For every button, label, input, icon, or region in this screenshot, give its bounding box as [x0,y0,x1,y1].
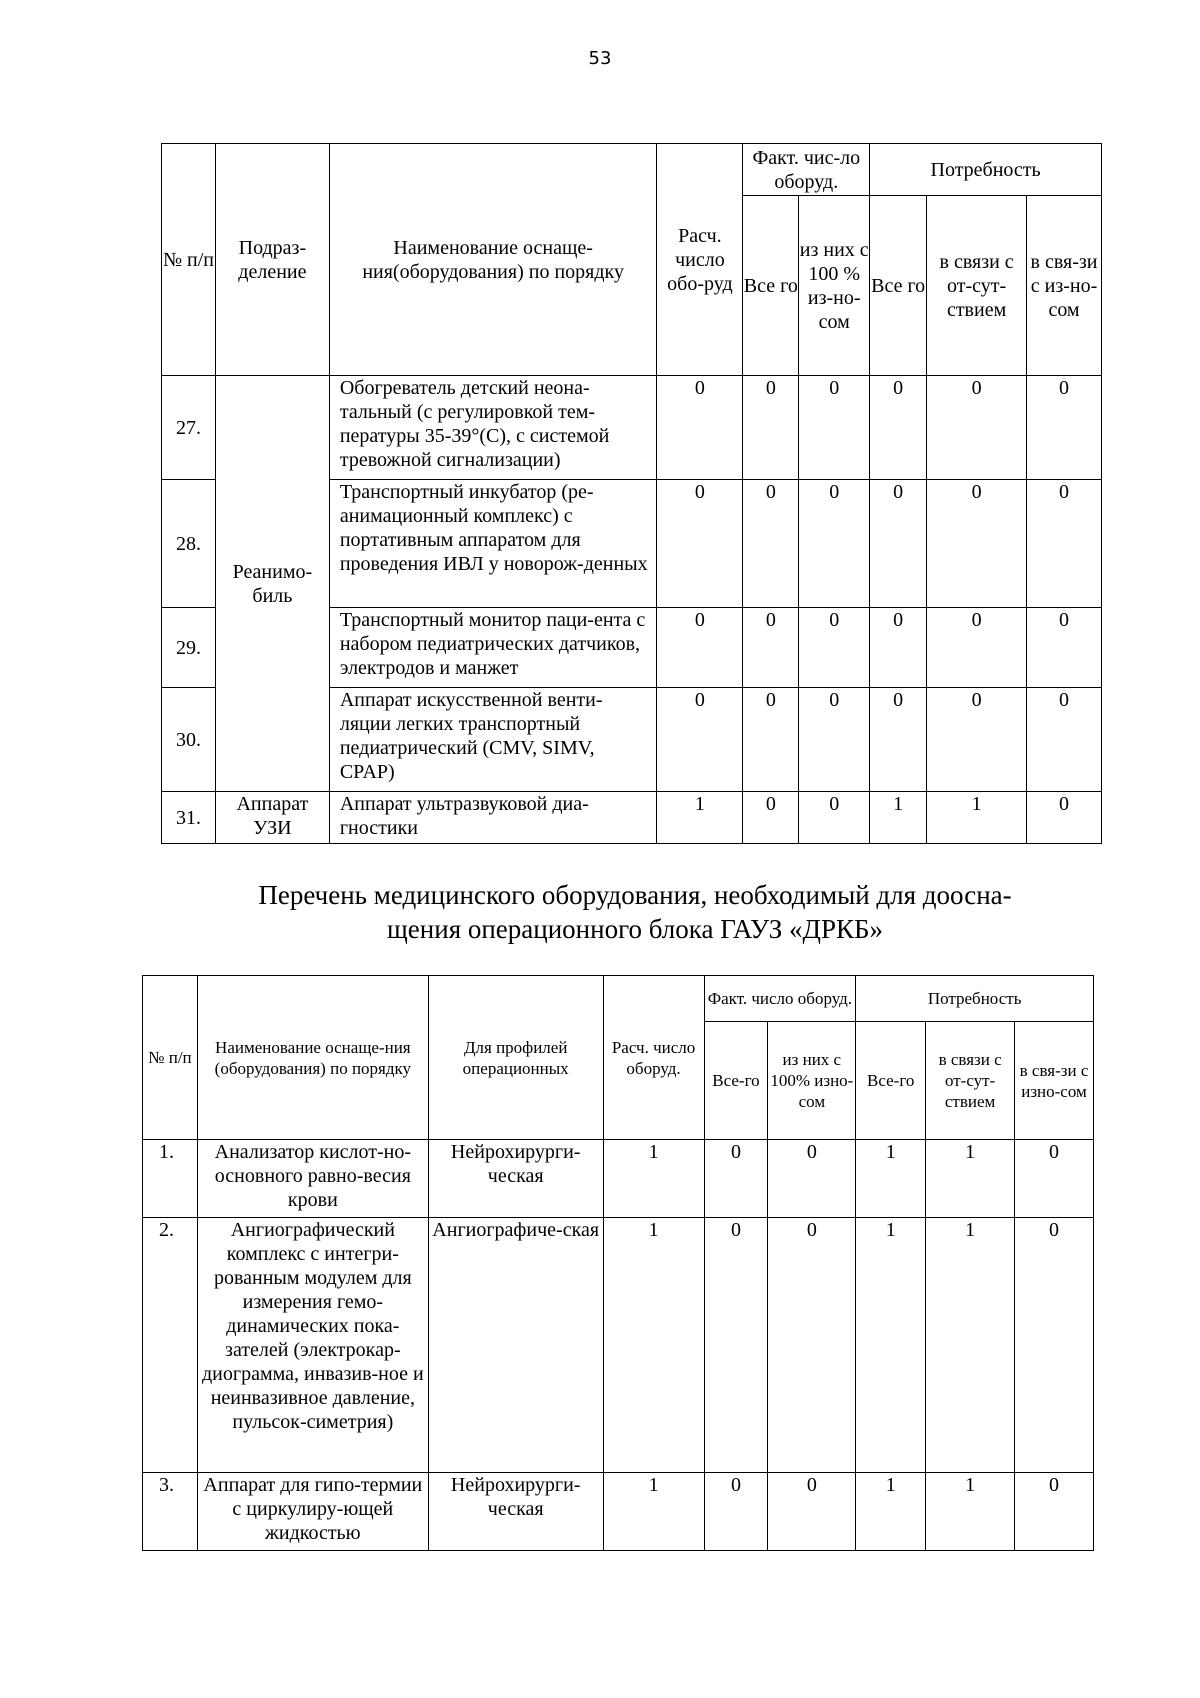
row-fact-worn: 0 [768,1140,856,1218]
row-need-total: 1 [870,792,927,844]
row-need-wear: 0 [1015,1473,1094,1551]
row-name: Аппарат для гипо-термии с циркулиру-ющей жидкостью [197,1473,428,1551]
row-num: 28. [162,480,216,608]
header-calc: Расч. число обо-руд [657,144,743,376]
row-num: 27. [162,376,216,480]
header-need-absence: в связи с от-сут-ствием [927,196,1027,376]
row-name: Анализатор кислот-но-основного равно-весия крови [197,1140,428,1218]
row-num: 1. [143,1140,198,1218]
row-need-wear: 0 [1027,480,1102,608]
row-num: 29. [162,608,216,688]
header-fact-worn: из них с 100% изно-сом [768,1022,856,1140]
table-row [162,376,1102,480]
equipment-table-reanimobile [161,143,1102,844]
row-need-total: 0 [870,608,927,688]
row-fact-worn: 0 [799,480,870,608]
header-name: Наименование оснаще-ния(оборудования) по порядку [329,144,657,376]
header-fact-group: Факт. число оборуд. [704,976,856,1022]
row-num: 30. [162,688,216,792]
row-need-absence: 1 [926,1218,1015,1473]
table-row [143,1218,1094,1473]
header-need-group: Потребность [856,976,1094,1022]
row-need-absence: 0 [927,688,1027,792]
header-need-group: Потребность [870,144,1102,196]
row-calc: 0 [657,688,743,792]
row-name: Аппарат ультразвуковой диа-гностики [329,792,657,844]
row-num: 31. [162,792,216,844]
row-need-total: 1 [856,1140,926,1218]
header-fact-total: Все го [743,196,799,376]
header-subdivision: Подраз-деление [215,144,329,376]
row-name: Ангиографический комплекс с интегри-рованным модулем для измерения гемо-динамических пока-зателей (электрокар-диограмма, инвазив-ное и неинвазивное давление, пульсок-симетрия) [197,1218,428,1473]
row-fact-worn: 0 [799,608,870,688]
header-num: № п/п [143,976,198,1140]
row-fact-total: 0 [704,1218,768,1473]
row-need-wear: 0 [1015,1218,1094,1473]
header-fact-total: Все-го [704,1022,768,1140]
header-need-wear: в свя-зи с изно-сом [1015,1022,1094,1140]
row-profile: Нейрохирурги-ческая [428,1140,603,1218]
row-profile: Ангиографиче-ская [428,1218,603,1473]
row-name: Обогреватель детский неона-тальный (с регулировкой тем-пературы 35-39°(С), с системой тревожной сигнализации) [329,376,657,480]
header-num: № п/п [162,144,216,376]
row-fact-total: 0 [704,1473,768,1551]
header-calc: Расч. число оборуд. [603,976,704,1140]
equipment-table-operating-block [142,975,1094,1551]
row-need-absence: 0 [927,376,1027,480]
row-subdivision: Аппарат УЗИ [215,792,329,844]
row-need-wear: 0 [1015,1140,1094,1218]
row-fact-worn: 0 [799,792,870,844]
row-need-wear: 0 [1027,608,1102,688]
row-need-wear: 0 [1027,792,1102,844]
row-profile: Нейрохирурги-ческая [428,1473,603,1551]
row-fact-total: 0 [743,480,799,608]
row-need-wear: 0 [1027,688,1102,792]
table-row [162,792,1102,844]
row-num: 2. [143,1218,198,1473]
row-need-absence: 1 [926,1473,1015,1551]
row-need-absence: 0 [927,480,1027,608]
row-calc: 0 [657,608,743,688]
table-row [143,1473,1094,1551]
row-num: 3. [143,1473,198,1551]
table-row [143,1140,1094,1218]
row-need-absence: 0 [927,608,1027,688]
row-need-wear: 0 [1027,376,1102,480]
row-calc: 0 [657,480,743,608]
row-need-absence: 1 [926,1140,1015,1218]
row-calc: 1 [603,1140,704,1218]
row-need-total: 0 [870,376,927,480]
row-fact-total: 0 [743,688,799,792]
row-need-total: 0 [870,480,927,608]
page-number: 53 [588,48,612,69]
row-need-absence: 1 [927,792,1027,844]
header-need-total: Все-го [856,1022,926,1140]
row-fact-worn: 0 [768,1218,856,1473]
header-fact-group: Факт. чис-ло оборуд. [743,144,870,196]
section-title: Перечень медицинского оборудования, необходимый для доосна- щения операционного блока ГАУЗ «ДРКБ» [258,880,1012,944]
row-calc: 1 [603,1218,704,1473]
row-fact-total: 0 [743,376,799,480]
row-need-total: 0 [870,688,927,792]
row-fact-worn: 0 [799,376,870,480]
header-need-total: Все го [870,196,927,376]
row-name: Транспортный инкубатор (ре-анимационный комплекс) с портативным аппаратом для проведения ИВЛ у новорож-денных [329,480,657,608]
row-calc: 1 [657,792,743,844]
row-calc: 1 [603,1473,704,1551]
header-need-absence: в связи с от-сут-ствием [926,1022,1015,1140]
row-fact-worn: 0 [799,688,870,792]
row-need-total: 1 [856,1218,926,1473]
header-name: Наименование оснаще-ния (оборудования) по порядку [197,976,428,1140]
row-calc: 0 [657,376,743,480]
row-subdivision: Реанимо-биль [215,376,329,792]
row-fact-total: 0 [743,792,799,844]
row-name: Аппарат искусственной венти-ляции легких транспортный педиатрический (CMV, SIMV, CPAP) [329,688,657,792]
row-fact-total: 0 [743,608,799,688]
header-need-wear: в свя-зи с из-но-сом [1027,196,1102,376]
header-profile: Для профилей операционных [428,976,603,1140]
row-fact-total: 0 [704,1140,768,1218]
row-need-total: 1 [856,1473,926,1551]
row-name: Транспортный монитор паци-ента с набором педиатрических датчиков, электродов и манжет [329,608,657,688]
header-fact-worn: из них с 100 % из-но-сом [799,196,870,376]
row-fact-worn: 0 [768,1473,856,1551]
